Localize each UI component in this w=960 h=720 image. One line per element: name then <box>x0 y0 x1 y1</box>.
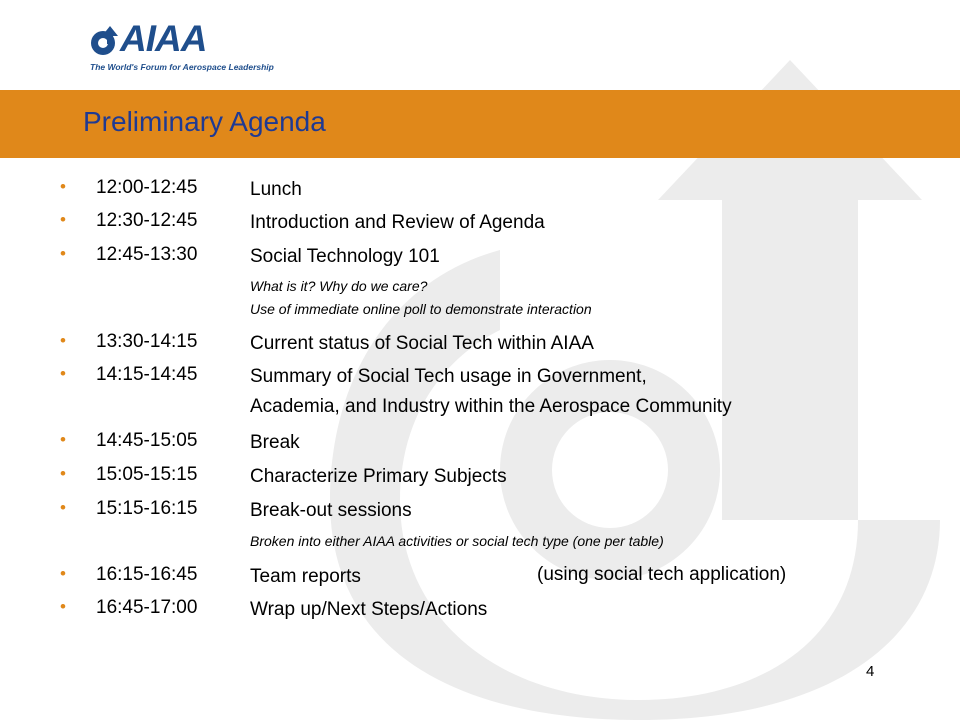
aiaa-logo-icon <box>88 24 122 58</box>
agenda-time: 16:15-16:45 <box>96 564 198 585</box>
agenda-description: Characterize Primary Subjects <box>250 466 507 487</box>
agenda-description: Break-out sessions <box>250 500 412 521</box>
agenda-description: Break <box>250 432 300 453</box>
agenda-note-right: (using social tech application) <box>537 564 787 585</box>
agenda-time: 12:45-13:30 <box>96 244 198 265</box>
logo-wordmark: AIAA <box>120 18 207 59</box>
agenda-time: 14:45-15:05 <box>96 430 198 451</box>
agenda-sub-note: Broken into either AIAA activities or social tech type (one per table) <box>250 533 664 549</box>
agenda-description: Team reports <box>250 566 361 587</box>
aiaa-logo <box>88 18 274 78</box>
bullet: • <box>60 564 66 583</box>
agenda-time: 13:30-14:15 <box>96 331 198 352</box>
bullet: • <box>60 364 66 383</box>
slide-title: Preliminary Agenda <box>83 106 326 137</box>
bullet: • <box>60 177 66 196</box>
agenda-sub-note: What is it? Why do we care? <box>250 278 428 294</box>
bullet: • <box>60 331 66 350</box>
logo-tagline: The World's Forum for Aerospace Leadership <box>90 62 274 72</box>
bullet: • <box>60 244 66 263</box>
agenda-time: 14:15-14:45 <box>96 364 198 385</box>
bullet: • <box>60 498 66 517</box>
agenda-time: 16:45-17:00 <box>96 597 198 618</box>
agenda-description: Current status of Social Tech within AIAA <box>250 333 594 354</box>
agenda-time: 15:05-15:15 <box>96 464 198 485</box>
agenda-description-line-2: Academia, and Industry within the Aerospace Community <box>250 396 732 417</box>
page-number: 4 <box>866 663 875 680</box>
bullet: • <box>60 464 66 483</box>
agenda-description: Lunch <box>250 179 302 200</box>
agenda-description: Wrap up/Next Steps/Actions <box>250 599 488 620</box>
agenda-description: Social Technology 101 <box>250 246 440 267</box>
agenda-time: 12:30-12:45 <box>96 210 198 231</box>
agenda-description: Introduction and Review of Agenda <box>250 212 545 233</box>
agenda-description: Summary of Social Tech usage in Government, <box>250 366 647 387</box>
bullet: • <box>60 210 66 229</box>
agenda-sub-note: Use of immediate online poll to demonstrate interaction <box>250 301 592 317</box>
bullet: • <box>60 597 66 616</box>
agenda-time: 12:00-12:45 <box>96 177 198 198</box>
agenda-time: 15:15-16:15 <box>96 498 198 519</box>
bullet: • <box>60 430 66 449</box>
